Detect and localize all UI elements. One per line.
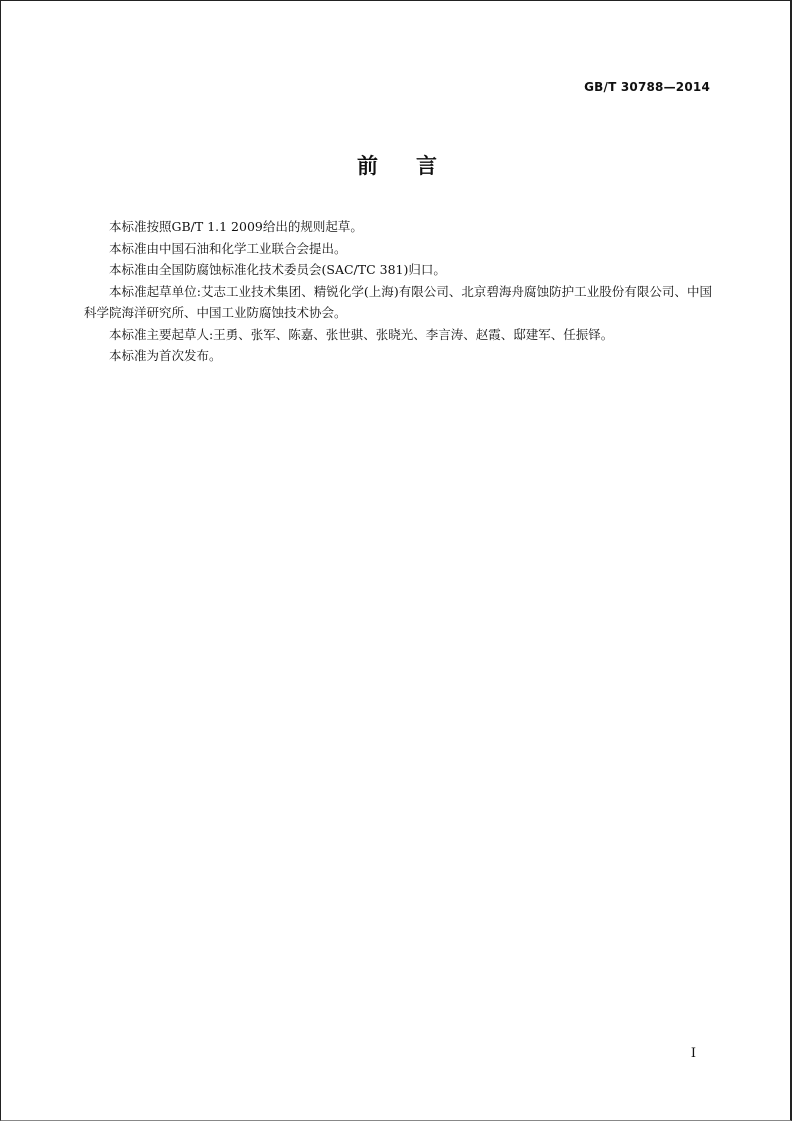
paragraph-first-release: 本标准为首次发布。	[109, 348, 222, 363]
paragraph-committee: 本标准由全国防腐蚀标准化技术委员会(SAC/TC 381)归口。	[109, 262, 446, 277]
foreword-body	[84, 216, 712, 367]
page-title: 前言	[357, 154, 475, 178]
paragraph-proposer: 本标准由中国石油和化学工业联合会提出。	[109, 240, 347, 256]
paragraph-drafting-units: 本标准起草单位:艾志工业技术集团、精锐化学(上海)有限公司、北京碧海舟腐蚀防护工业股份有限公司、中国科学院海洋研究所、中国工业防腐蚀技术协会。	[84, 283, 712, 320]
page-number: I	[690, 1046, 696, 1061]
standard-number: GB/T 30788—2014	[584, 80, 710, 94]
paragraph-drafters: 本标准主要起草人:王勇、张军、陈嘉、张世骐、张晓光、李言涛、赵霞、邸建军、任振铎。	[109, 326, 614, 342]
paragraph-drafting-rules: 本标准按照GB/T 1.1 2009给出的规则起草。	[109, 219, 363, 234]
